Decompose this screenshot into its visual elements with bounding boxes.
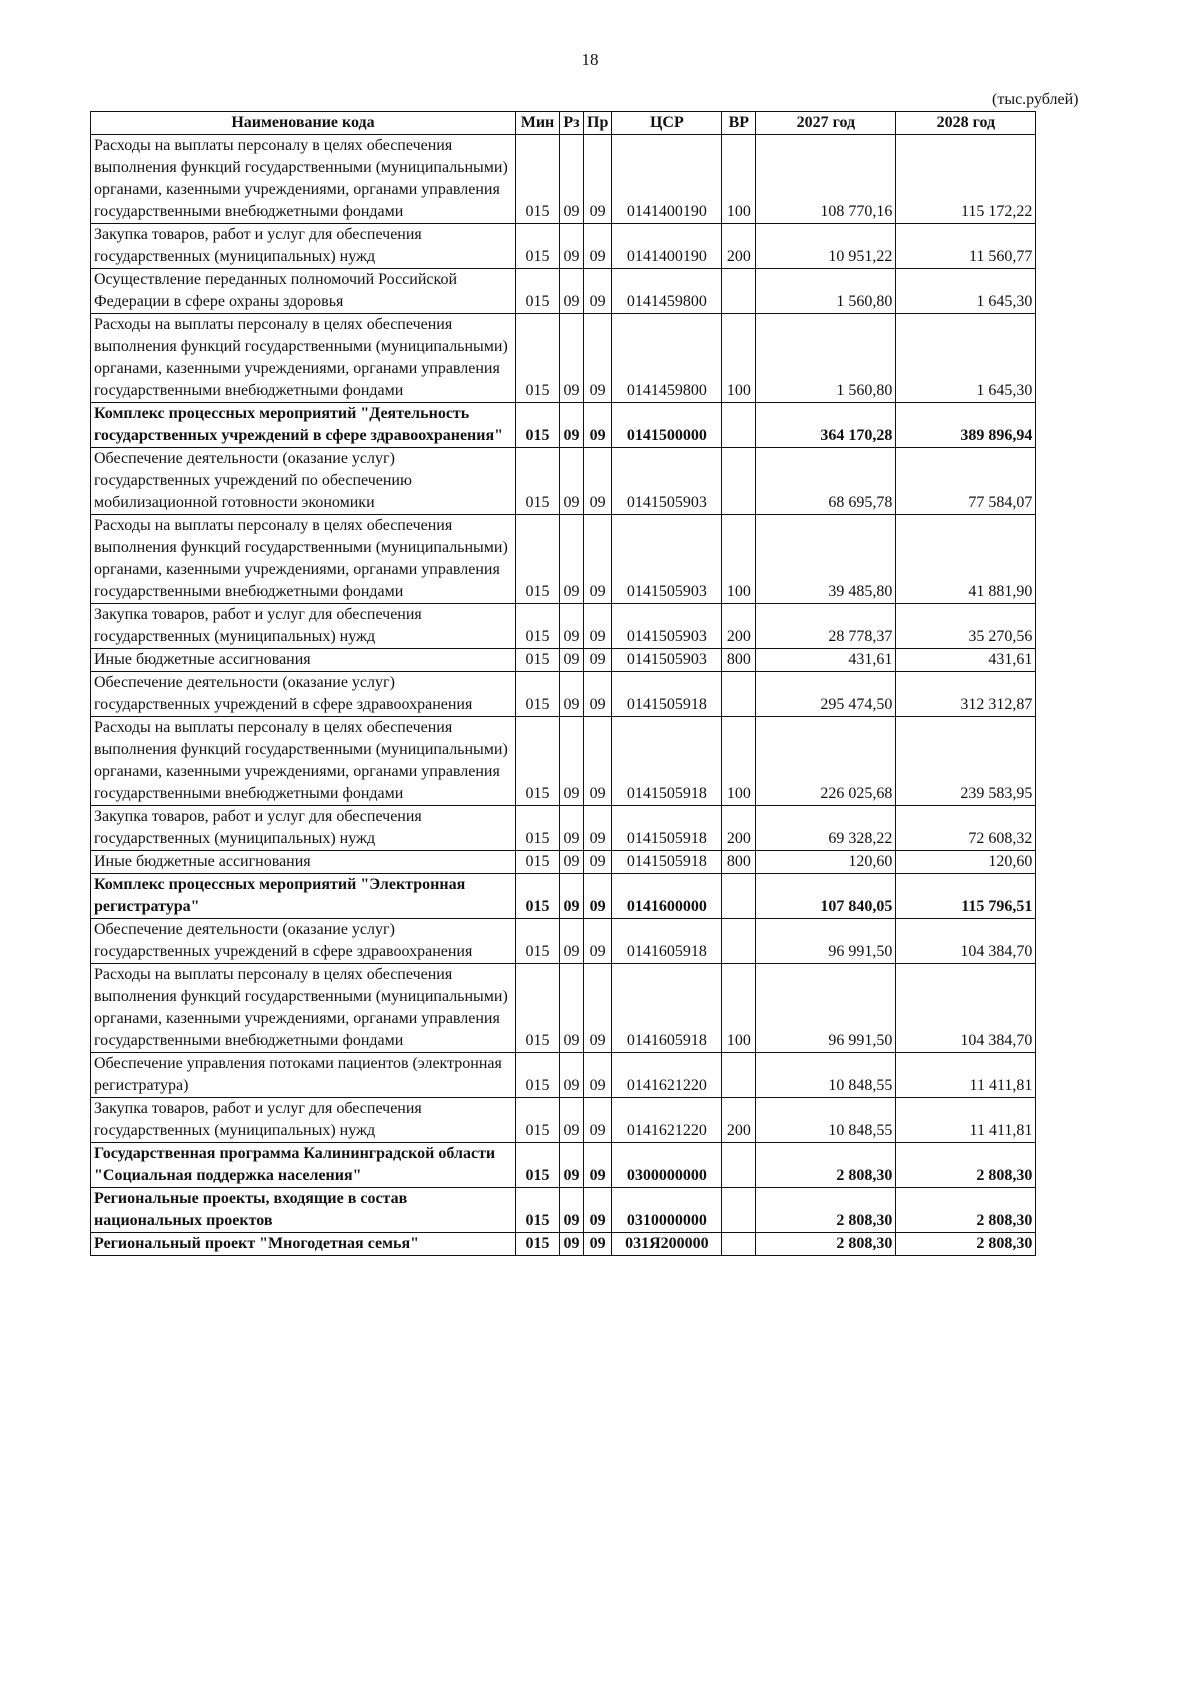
row-2027: 96 991,50 xyxy=(756,964,896,1053)
row-name: Расходы на выплаты персоналу в целях обеспечения выполнения функций государственными (муниципальными) органами, казенными учреждениями, органами управления государственными внебюджетными фондами xyxy=(91,135,516,224)
row-name: Обеспечение деятельности (оказание услуг) государственных учреждений в сфере здравоохранения xyxy=(91,672,516,717)
row-csr: 0141505903 xyxy=(612,649,722,672)
row-vr: 100 xyxy=(722,964,756,1053)
row-pr: 09 xyxy=(584,851,612,874)
row-vr: 100 xyxy=(722,314,756,403)
row-pr: 09 xyxy=(584,919,612,964)
table-row xyxy=(91,649,1036,672)
row-2028: 104 384,70 xyxy=(896,919,1036,964)
table-body xyxy=(91,135,1036,1256)
row-name: Региональный проект "Многодетная семья" xyxy=(91,1233,516,1256)
row-min: 015 xyxy=(516,269,560,314)
row-pr: 09 xyxy=(584,649,612,672)
table-row xyxy=(91,314,1036,403)
row-name: Расходы на выплаты персоналу в целях обеспечения выполнения функций государственными (муниципальными) органами, казенными учреждениями, органами управления государственными внебюджетными фондами xyxy=(91,314,516,403)
header-min: Мин xyxy=(516,112,560,135)
row-min: 015 xyxy=(516,1053,560,1098)
row-name: Расходы на выплаты персоналу в целях обеспечения выполнения функций государственными (муниципальными) органами, казенными учреждениями, органами управления государственными внебюджетными фондами xyxy=(91,964,516,1053)
row-csr: 0141605918 xyxy=(612,964,722,1053)
row-pr: 09 xyxy=(584,1143,612,1188)
row-pr: 09 xyxy=(584,1233,612,1256)
row-2028: 1 645,30 xyxy=(896,314,1036,403)
row-2027: 96 991,50 xyxy=(756,919,896,964)
row-rz: 09 xyxy=(560,448,584,515)
row-vr xyxy=(722,919,756,964)
table-row xyxy=(91,717,1036,806)
row-min: 015 xyxy=(516,1188,560,1233)
row-rz: 09 xyxy=(560,1053,584,1098)
table-header-row xyxy=(91,112,1036,135)
row-vr xyxy=(722,403,756,448)
table-row xyxy=(91,403,1036,448)
row-2028: 104 384,70 xyxy=(896,964,1036,1053)
row-2028: 11 411,81 xyxy=(896,1053,1036,1098)
row-rz: 09 xyxy=(560,1233,584,1256)
row-min: 015 xyxy=(516,224,560,269)
table-row xyxy=(91,1188,1036,1233)
row-2028: 239 583,95 xyxy=(896,717,1036,806)
row-vr: 200 xyxy=(722,604,756,649)
table-row xyxy=(91,806,1036,851)
row-name: Региональные проекты, входящие в состав национальных проектов xyxy=(91,1188,516,1233)
row-2028: 120,60 xyxy=(896,851,1036,874)
row-name: Закупка товаров, работ и услуг для обеспечения государственных (муниципальных) нужд xyxy=(91,224,516,269)
row-csr: 0141400190 xyxy=(612,135,722,224)
row-vr xyxy=(722,1143,756,1188)
row-vr: 800 xyxy=(722,649,756,672)
row-csr: 0141500000 xyxy=(612,403,722,448)
row-csr: 031Я200000 xyxy=(612,1233,722,1256)
page-number: 18 xyxy=(581,50,599,69)
row-rz: 09 xyxy=(560,919,584,964)
row-2028: 312 312,87 xyxy=(896,672,1036,717)
table-row xyxy=(91,1233,1036,1256)
row-pr: 09 xyxy=(584,806,612,851)
row-vr xyxy=(722,672,756,717)
table-row xyxy=(91,1143,1036,1188)
row-vr xyxy=(722,269,756,314)
row-2028: 72 608,32 xyxy=(896,806,1036,851)
table-row xyxy=(91,919,1036,964)
row-min: 015 xyxy=(516,448,560,515)
row-2027: 69 328,22 xyxy=(756,806,896,851)
row-csr: 0300000000 xyxy=(612,1143,722,1188)
row-name: Расходы на выплаты персоналу в целях обеспечения выполнения функций государственными (муниципальными) органами, казенными учреждениями, органами управления государственными внебюджетными фондами xyxy=(91,515,516,604)
row-pr: 09 xyxy=(584,269,612,314)
row-csr: 0141459800 xyxy=(612,314,722,403)
row-2027: 28 778,37 xyxy=(756,604,896,649)
row-min: 015 xyxy=(516,403,560,448)
row-vr xyxy=(722,448,756,515)
row-pr: 09 xyxy=(584,604,612,649)
row-name: Обеспечение деятельности (оказание услуг) государственных учреждений в сфере здравоохранения xyxy=(91,919,516,964)
row-rz: 09 xyxy=(560,403,584,448)
row-csr: 0141505903 xyxy=(612,515,722,604)
row-rz: 09 xyxy=(560,874,584,919)
row-rz: 09 xyxy=(560,1098,584,1143)
row-rz: 09 xyxy=(560,806,584,851)
header-2027: 2027 год xyxy=(756,112,896,135)
row-name: Обеспечение управления потоками пациентов (электронная регистратура) xyxy=(91,1053,516,1098)
row-pr: 09 xyxy=(584,874,612,919)
row-vr xyxy=(722,1053,756,1098)
header-pr: Пр xyxy=(584,112,612,135)
header-name: Наименование кода xyxy=(91,112,516,135)
row-vr: 800 xyxy=(722,851,756,874)
row-pr: 09 xyxy=(584,964,612,1053)
row-2027: 364 170,28 xyxy=(756,403,896,448)
row-vr xyxy=(722,874,756,919)
table-row xyxy=(91,1098,1036,1143)
row-pr: 09 xyxy=(584,515,612,604)
row-pr: 09 xyxy=(584,1188,612,1233)
row-pr: 09 xyxy=(584,403,612,448)
row-name: Государственная программа Калининградской области "Социальная поддержка населения" xyxy=(91,1143,516,1188)
row-csr: 0141505918 xyxy=(612,672,722,717)
table-row xyxy=(91,672,1036,717)
row-rz: 09 xyxy=(560,851,584,874)
table-row xyxy=(91,604,1036,649)
row-2027: 10 848,55 xyxy=(756,1053,896,1098)
row-2027: 431,61 xyxy=(756,649,896,672)
row-min: 015 xyxy=(516,672,560,717)
row-vr xyxy=(722,1233,756,1256)
table-row xyxy=(91,1053,1036,1098)
row-name: Обеспечение деятельности (оказание услуг) государственных учреждений по обеспечению мобилизационной готовности экономики xyxy=(91,448,516,515)
row-pr: 09 xyxy=(584,314,612,403)
row-min: 015 xyxy=(516,135,560,224)
row-2028: 35 270,56 xyxy=(896,604,1036,649)
row-rz: 09 xyxy=(560,604,584,649)
row-2028: 431,61 xyxy=(896,649,1036,672)
row-min: 015 xyxy=(516,851,560,874)
row-rz: 09 xyxy=(560,649,584,672)
row-2028: 115 172,22 xyxy=(896,135,1036,224)
row-2028: 2 808,30 xyxy=(896,1233,1036,1256)
row-2028: 11 560,77 xyxy=(896,224,1036,269)
row-min: 015 xyxy=(516,806,560,851)
row-pr: 09 xyxy=(584,1098,612,1143)
row-2027: 1 560,80 xyxy=(756,269,896,314)
row-csr: 0141621220 xyxy=(612,1098,722,1143)
row-min: 015 xyxy=(516,649,560,672)
header-2028: 2028 год xyxy=(896,112,1036,135)
row-csr: 0141400190 xyxy=(612,224,722,269)
row-2028: 1 645,30 xyxy=(896,269,1036,314)
row-pr: 09 xyxy=(584,224,612,269)
row-pr: 09 xyxy=(584,448,612,515)
row-csr: 0141621220 xyxy=(612,1053,722,1098)
row-rz: 09 xyxy=(560,269,584,314)
row-2028: 11 411,81 xyxy=(896,1098,1036,1143)
row-rz: 09 xyxy=(560,717,584,806)
table-row xyxy=(91,874,1036,919)
table-row xyxy=(91,515,1036,604)
row-min: 015 xyxy=(516,604,560,649)
row-csr: 0310000000 xyxy=(612,1188,722,1233)
row-min: 015 xyxy=(516,515,560,604)
row-2028: 2 808,30 xyxy=(896,1143,1036,1188)
row-name: Осуществление переданных полномочий Российской Федерации в сфере охраны здоровья xyxy=(91,269,516,314)
row-vr: 100 xyxy=(722,135,756,224)
row-pr: 09 xyxy=(584,672,612,717)
row-min: 015 xyxy=(516,964,560,1053)
table-row xyxy=(91,851,1036,874)
row-rz: 09 xyxy=(560,1143,584,1188)
units-label: (тыс.рублей) xyxy=(992,91,1079,108)
row-csr: 0141505918 xyxy=(612,717,722,806)
row-name: Иные бюджетные ассигнования xyxy=(91,649,516,672)
row-2027: 295 474,50 xyxy=(756,672,896,717)
header-vr: ВР xyxy=(722,112,756,135)
row-rz: 09 xyxy=(560,224,584,269)
row-2027: 2 808,30 xyxy=(756,1188,896,1233)
row-2027: 108 770,16 xyxy=(756,135,896,224)
row-min: 015 xyxy=(516,717,560,806)
row-2027: 10 848,55 xyxy=(756,1098,896,1143)
row-name: Комплекс процессных мероприятий "Деятельность государственных учреждений в сфере здравоохранения" xyxy=(91,403,516,448)
row-vr: 100 xyxy=(722,515,756,604)
row-vr: 100 xyxy=(722,717,756,806)
table-row xyxy=(91,448,1036,515)
row-csr: 0141459800 xyxy=(612,269,722,314)
row-min: 015 xyxy=(516,314,560,403)
row-csr: 0141505903 xyxy=(612,448,722,515)
row-2027: 10 951,22 xyxy=(756,224,896,269)
row-rz: 09 xyxy=(560,672,584,717)
row-pr: 09 xyxy=(584,135,612,224)
row-min: 015 xyxy=(516,1143,560,1188)
row-csr: 0141505918 xyxy=(612,806,722,851)
row-2028: 77 584,07 xyxy=(896,448,1036,515)
row-pr: 09 xyxy=(584,717,612,806)
header-rz: Рз xyxy=(560,112,584,135)
row-2028: 2 808,30 xyxy=(896,1188,1036,1233)
row-csr: 0141505903 xyxy=(612,604,722,649)
row-rz: 09 xyxy=(560,964,584,1053)
row-min: 015 xyxy=(516,1233,560,1256)
budget-table xyxy=(90,111,1036,1256)
row-2027: 39 485,80 xyxy=(756,515,896,604)
row-min: 015 xyxy=(516,874,560,919)
row-pr: 09 xyxy=(584,1053,612,1098)
row-vr: 200 xyxy=(722,224,756,269)
row-csr: 0141505918 xyxy=(612,851,722,874)
row-name: Закупка товаров, работ и услуг для обеспечения государственных (муниципальных) нужд xyxy=(91,1098,516,1143)
row-2028: 389 896,94 xyxy=(896,403,1036,448)
row-2027: 2 808,30 xyxy=(756,1233,896,1256)
row-name: Расходы на выплаты персоналу в целях обеспечения выполнения функций государственными (муниципальными) органами, казенными учреждениями, органами управления государственными внебюджетными фондами xyxy=(91,717,516,806)
row-min: 015 xyxy=(516,919,560,964)
row-csr: 0141605918 xyxy=(612,919,722,964)
row-rz: 09 xyxy=(560,1188,584,1233)
row-2027: 120,60 xyxy=(756,851,896,874)
row-2027: 68 695,78 xyxy=(756,448,896,515)
row-2027: 2 808,30 xyxy=(756,1143,896,1188)
table-row xyxy=(91,964,1036,1053)
row-name: Закупка товаров, работ и услуг для обеспечения государственных (муниципальных) нужд xyxy=(91,604,516,649)
row-2027: 226 025,68 xyxy=(756,717,896,806)
row-name: Комплекс процессных мероприятий "Электронная регистратура" xyxy=(91,874,516,919)
row-min: 015 xyxy=(516,1098,560,1143)
row-name: Закупка товаров, работ и услуг для обеспечения государственных (муниципальных) нужд xyxy=(91,806,516,851)
table-row xyxy=(91,224,1036,269)
row-2028: 41 881,90 xyxy=(896,515,1036,604)
table-row xyxy=(91,135,1036,224)
table-row xyxy=(91,269,1036,314)
row-name: Иные бюджетные ассигнования xyxy=(91,851,516,874)
row-2027: 107 840,05 xyxy=(756,874,896,919)
row-2028: 115 796,51 xyxy=(896,874,1036,919)
row-2027: 1 560,80 xyxy=(756,314,896,403)
row-rz: 09 xyxy=(560,135,584,224)
row-rz: 09 xyxy=(560,515,584,604)
row-vr: 200 xyxy=(722,806,756,851)
row-csr: 0141600000 xyxy=(612,874,722,919)
row-vr xyxy=(722,1188,756,1233)
header-csr: ЦСР xyxy=(612,112,722,135)
row-vr: 200 xyxy=(722,1098,756,1143)
row-rz: 09 xyxy=(560,314,584,403)
